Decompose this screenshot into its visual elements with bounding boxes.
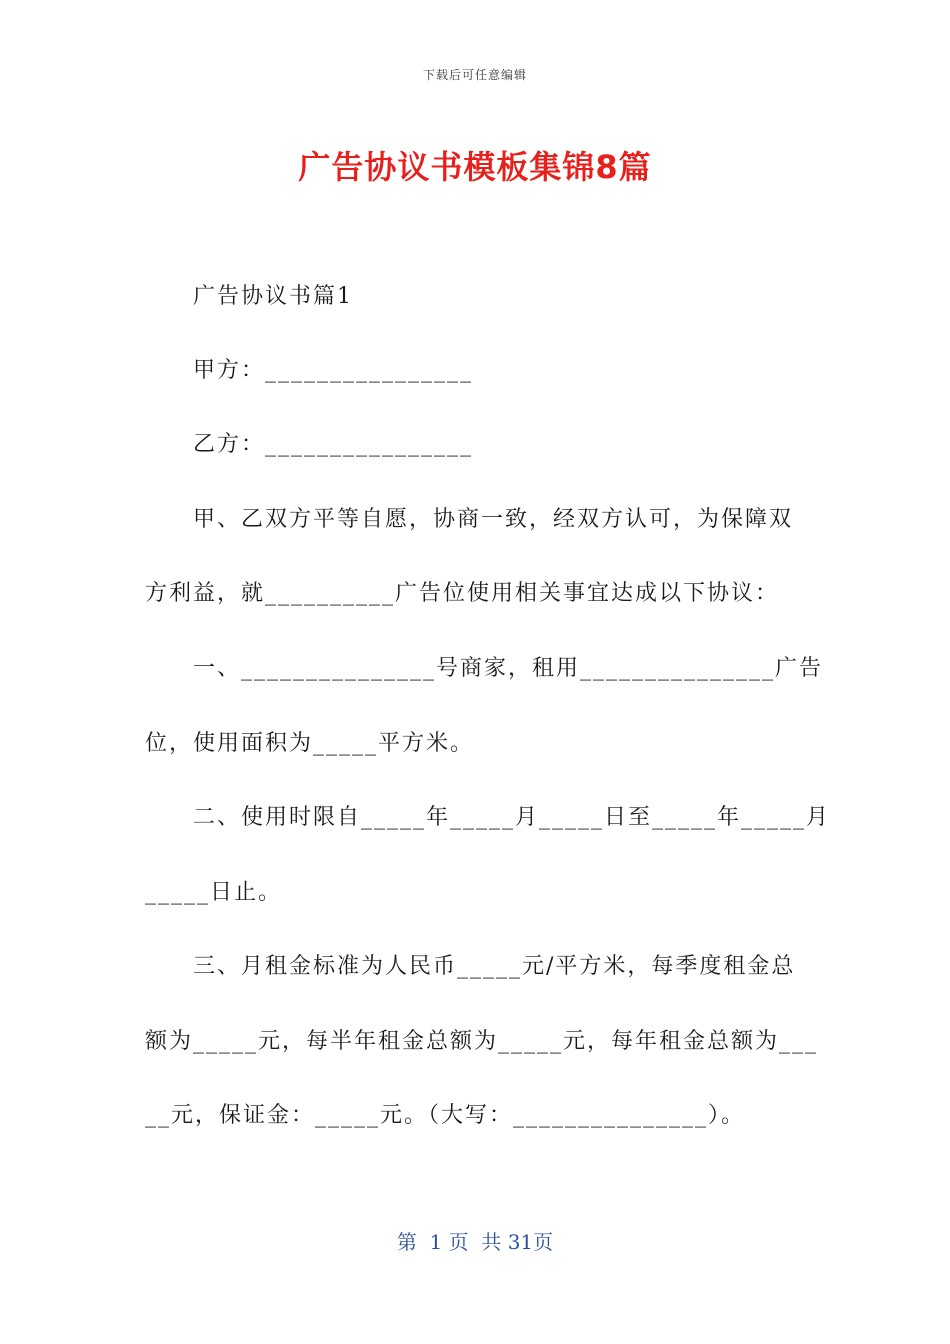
- clause-3-line-1: 三、月租金标准为人民币_____元/平方米，每季度租金总: [193, 954, 796, 979]
- clause-2-line-2: _____日止。: [145, 880, 283, 905]
- section-heading: 广告协议书篇1: [193, 284, 353, 309]
- paragraph-intro-line-1: 甲、乙双方平等自愿，协商一致，经双方认可，为保障双: [193, 507, 794, 532]
- paragraph-intro-line-2: 方利益，就__________广告位使用相关事宜达成以下协议：: [145, 581, 780, 606]
- clause-3-line-2: 额为_____元，每半年租金总额为_____元，每年租金总额为___: [145, 1029, 819, 1054]
- party-b-line: 乙方：________________: [193, 432, 474, 457]
- document-title: 广告协议书模板集锦8篇: [298, 148, 652, 186]
- header-note: 下载后可任意编辑: [422, 68, 527, 82]
- clause-1-line-1: 一、_______________号商家，租用_______________广告: [193, 656, 824, 681]
- clause-1-line-2: 位，使用面积为_____平方米。: [145, 731, 475, 756]
- party-a-line: 甲方：________________: [193, 358, 474, 383]
- page-indicator: 第 1 页 共 31页: [396, 1230, 554, 1254]
- clause-3-line-3: __元，保证金：_____元。（大写：_______________）。: [145, 1103, 746, 1128]
- clause-2-line-1: 二、使用时限自_____年_____月_____日至_____年_____月: [193, 805, 831, 830]
